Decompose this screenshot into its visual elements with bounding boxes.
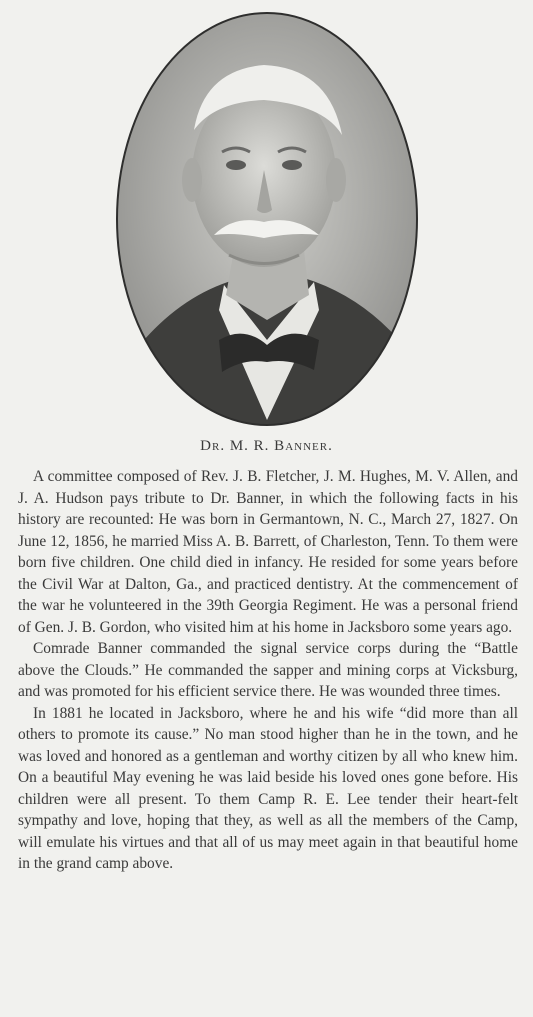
portrait-caption: Dr. M. R. Banner. bbox=[200, 438, 333, 454]
biography-text bbox=[18, 466, 518, 875]
paragraph: A committee composed of Rev. J. B. Fletcher, J. M. Hughes, M. V. Allen, and J. A. Hudson pays tribute to Dr. Banner, in which the following facts in his history are recounted: He was born in Germantown, N. C., March 27, 1827. On June 12, 1856, he married Miss A. B. Barrett, of Charleston, Tenn. To them were born five children. One child died in infancy. He resided for some years before the Civil War at Dalton, Ga., and practiced dentistry. At the commencement of the war he volunteered in the 39th Georgia Regiment. He was a personal friend of Gen. J. B. Gordon, who visited him at his home in Jacksboro some years ago. bbox=[18, 468, 518, 636]
paragraph: In 1881 he located in Jacksboro, where he and his wife “did more than all others to promote its cause.” No man stood higher than he in the town, and he was loved and honored as a gentleman and worthy citizen by all who knew him. On a beautiful May evening he was laid beside his loved ones gone before. His children were all present. To them Camp R. E. Lee tender their heart-felt sympathy and love, hoping that they, as well as all the members of the Camp, will emulate his virtues and that all of us may meet again in that beautiful home in the grand camp above. bbox=[18, 704, 518, 872]
paragraph: Comrade Banner commanded the signal service corps during the “Battle above the Clouds.” He commanded the sapper and mining corps at Vicksburg, and was promoted for his efficient service there. He was wounded three times. bbox=[18, 640, 518, 700]
portrait-photo bbox=[114, 10, 420, 428]
